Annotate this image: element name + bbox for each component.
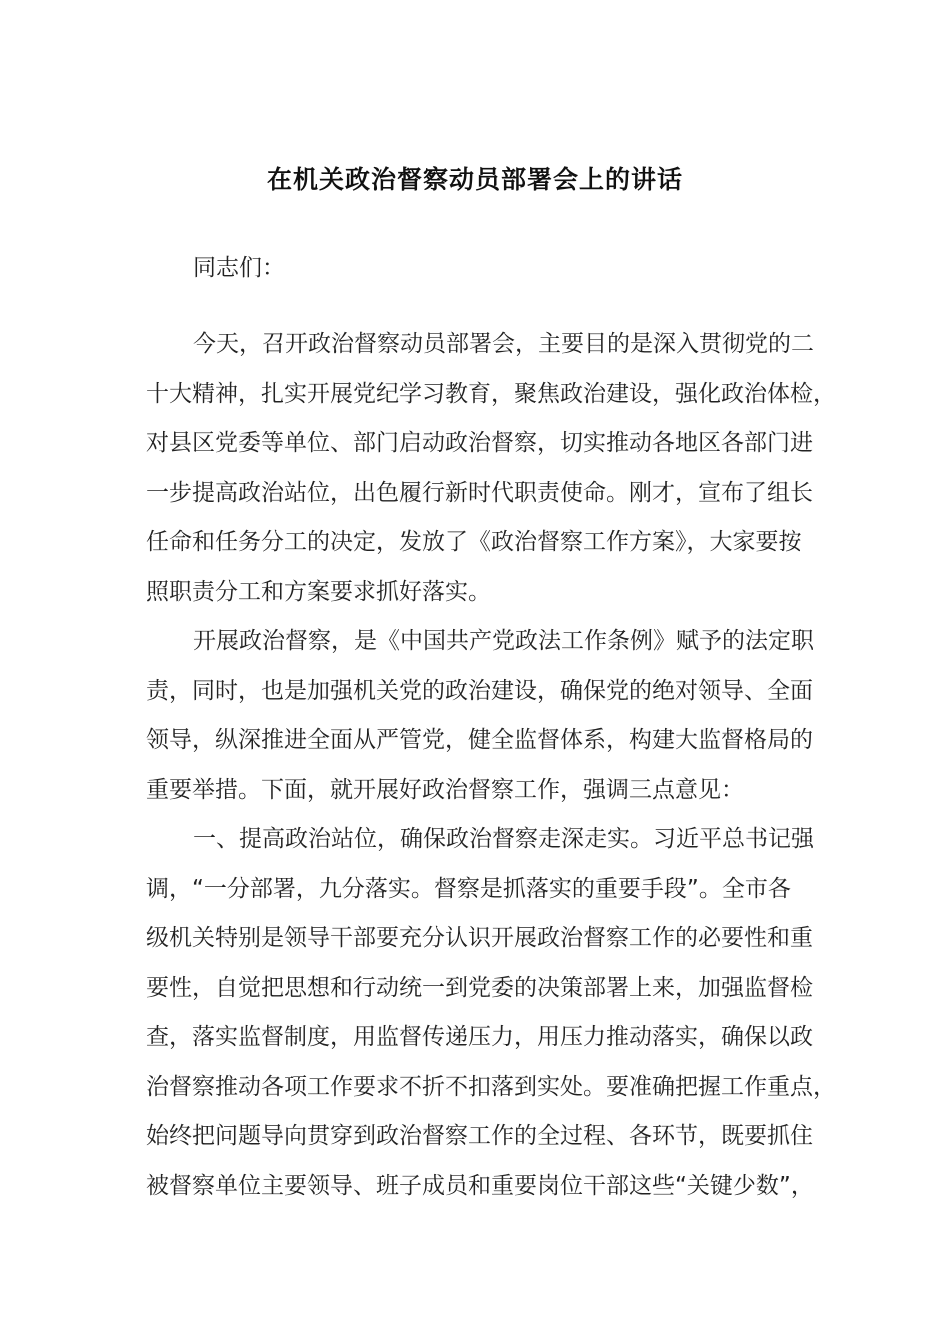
paragraph-line: 任命和任务分工的决定，发放了《政治督察工作方案》，大家要按: [146, 529, 802, 555]
paragraph-line: 调，“一分部署，九分落实。督察是抓落实的重要手段”。全市各: [146, 875, 791, 902]
paragraph-line: 十大精神，扎实开展党纪学习教育，聚焦政治建设，强化政治体检，: [146, 380, 836, 407]
paragraph-line: 始终把问题导向贯穿到政治督察工作的全过程、各环节，既要抓住: [146, 1123, 813, 1149]
greeting: 同志们：: [193, 255, 285, 281]
paragraph-line: 要性，自觉把思想和行动统一到党委的决策部署上来，加强监督检: [146, 974, 813, 1001]
paragraph-line: 开展政治督察，是《中国共产党政法工作条例》赋予的法定职: [193, 628, 814, 654]
paragraph-line: 责，同时，也是加强机关党的政治建设，确保党的绝对领导、全面: [146, 677, 813, 704]
paragraph-3: [146, 815, 836, 1211]
paragraph-line: 一步提高政治站位，出色履行新时代职责使命。刚才，宣布了组长: [146, 479, 813, 506]
paragraph-2: [146, 617, 814, 815]
paragraph-1: [146, 320, 836, 617]
paragraph-line: 今天，召开政治督察动员部署会，主要目的是深入贯彻党的二: [193, 331, 814, 357]
document-title: 在机关政治督察动员部署会上的讲话: [266, 165, 683, 194]
paragraph-line: 对县区党委等单位、部门启动政治督察，切实推动各地区各部门进: [146, 430, 813, 456]
paragraph-line: 领导，纵深推进全面从严管党，健全监督体系，构建大监督格局的: [146, 727, 813, 753]
paragraph-line: 一、提高政治站位，确保政治督察走深走实。习近平总书记强: [193, 826, 814, 852]
paragraph-line: 被督察单位主要领导、班子成员和重要岗位干部这些“关键少数”，: [146, 1172, 814, 1199]
paragraph-line: 查，落实监督制度，用监督传递压力，用压力推动落实，确保以政: [146, 1024, 813, 1050]
paragraph-line: 级机关特别是领导干部要充分认识开展政治督察工作的必要性和重: [146, 925, 813, 951]
paragraph-line: 重要举措。下面，就开展好政治督察工作，强调三点意见：: [146, 776, 744, 803]
paragraph-line: 照职责分工和方案要求抓好落实。: [146, 578, 491, 605]
paragraph-line: 治督察推动各项工作要求不折不扣落到实处。要准确把握工作重点，: [146, 1073, 836, 1100]
